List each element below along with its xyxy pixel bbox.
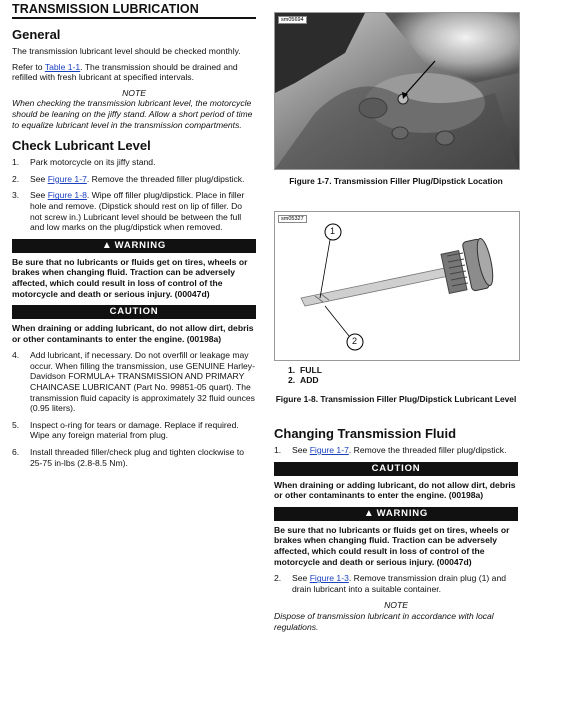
step-text: Inspect o-ring for tears or damage. Replace if required. Wipe any foreign material from plug. [30,419,239,441]
step-number: 5. [12,419,20,430]
list-item [12,157,256,168]
left-column [12,0,256,474]
figure-1-7-link[interactable]: Figure 1-7 [47,173,87,184]
figure-1-7-image [274,12,520,170]
legend-item [288,365,518,376]
step-number: 4. [12,350,20,361]
general-paragraph-2 [12,62,256,83]
list-item [274,445,518,456]
legend-item [288,375,518,386]
callout-2: 2 [352,335,358,346]
warning-banner [12,239,256,253]
p2-prefix: Refer to [12,61,45,72]
legend-label: FULL [300,364,322,375]
dipstick-illustration [275,212,519,360]
general-heading: General [12,27,61,42]
legend-label: ADD [300,375,319,385]
section-title: TRANSMISSION LUBRICATION [12,2,256,19]
step-post: . Remove transmission drain plug (1) and drain lubricant into a suitable container. [292,573,507,594]
figure-1-8-image [274,211,520,361]
note-text: Dispose of transmission lubricant in accordance with local regulations. [274,610,494,632]
figure-1-3-link[interactable]: Figure 1-3 [309,573,349,584]
step-text: Park motorcycle on its jiffy stand. [30,157,156,168]
right-column [274,12,518,637]
list-item [12,447,256,468]
figure-code-label: sm05694 [278,16,307,24]
list-item [12,174,256,185]
step-text [30,174,256,185]
note-text: When checking the transmission lubricant level, the motorcycle should be leaning on the jiffy stand. Allow a short period of time to equalize lubricant level in the transmission compartments. [12,98,253,130]
legend-number: 2. [288,375,296,385]
figure-1-8-legend [288,365,518,386]
figure-1-8-caption: Figure 1-8. Transmission Filler Plug/Dipstick Lubricant Level [275,393,517,404]
warning-label: WARNING [376,507,429,519]
check-heading: Check Lubricant Level [12,138,151,154]
list-item [12,350,256,414]
engine-photo-illustration [275,13,519,169]
legend-number: 1. [288,364,296,375]
list-item [274,573,518,594]
step-post: . Wipe off filler plug/dipstick. Place in filler hole and remove. (Dipstick should rest on lip of filler. Do not screw in.) Lubricant level should be between the full and low marks on the plug/dipstick when removed. [30,190,245,233]
caution-label: CAUTION [371,462,421,474]
table-1-1-link[interactable]: Table 1-1 [44,61,81,72]
step-number: 6. [12,447,20,458]
changing-heading: Changing Transmission Fluid [274,426,457,441]
changing-steps [274,445,518,456]
figure-1-7-caption: Figure 1-7. Transmission Filler Plug/Dipstick Location [289,176,503,186]
general-paragraph-1: The transmission lubricant level should be checked monthly. [12,46,241,56]
list-item [12,420,256,441]
warning-triangle-icon: ▲ [101,239,113,251]
step-text [30,190,256,232]
warning-text: Be sure that no lubricants or fluids get on tires, wheels or brakes when changing fluid. Traction can be adversely affected, which could result in loss of control of the motorcycle and death or serious injury. (00047d) [274,524,510,567]
note-label: NOTE [122,87,146,98]
check-steps [12,157,256,233]
caution-text: When draining or adding lubricant, do not allow dirt, debris or other contaminants to enter the engine. (00198a) [274,479,516,501]
check-steps-continued [12,350,256,468]
step-post: . Remove the threaded filler plug/dipstick. [86,173,245,184]
step-number: 3. [12,190,20,201]
warning-text: Be sure that no lubricants or fluids get on tires, wheels or brakes when changing fluid. Traction can be adversely affected, which could result in loss of control of the motorcycle and death or serious injury. (00047d) [12,256,248,299]
warning-triangle-icon: ▲ [363,507,375,519]
warning-label: WARNING [114,239,167,251]
step-text: Install threaded filler/check plug and tighten clockwise to 25-75 in-lbs (2.8-8.5 Nm). [30,447,245,468]
step-number: 2. [12,173,20,184]
caution-banner [12,305,256,319]
note-label: NOTE [384,600,408,611]
step-pre: See [30,190,48,201]
caution-text: When draining or adding lubricant, do not allow dirt, debris or other contaminants to enter the engine. (00198a) [12,323,254,344]
step-number: 1. [274,445,282,455]
step-text [292,573,518,594]
callout-1: 1 [330,225,336,236]
caution-label: CAUTION [109,306,159,318]
step-number: 2. [274,573,282,584]
step-post: . Remove the threaded filler plug/dipstick. [348,445,507,455]
caution-banner [274,462,518,476]
step-number: 1. [12,157,20,168]
step-pre: See [30,173,48,184]
figure-code-label: sm05327 [278,215,307,223]
step-text: Add lubricant, if necessary. Do not overfill or leakage may occur. When filling the transmission, use GENUINE Harley-Davidson FORMULA+ TRANSMISSION AND PRIMARY CHAINCASE LUBRICANT (Part No. 99851-05 quart). The transmission fluid capacity is approximately 32 fluid ounces (0.95 liters). [30,350,255,414]
step-pre: See [292,573,310,584]
figure-1-7-link[interactable]: Figure 1-7 [309,445,349,455]
list-item [12,190,256,232]
step-pre: See [292,445,310,455]
step-text [292,445,518,456]
p2-suffix: . The transmission should be drained and refilled with fresh lubricant at specified intervals. [12,61,238,83]
figure-1-8-link[interactable]: Figure 1-8 [47,190,87,201]
changing-steps-continued [274,573,518,594]
warning-banner [274,507,518,521]
